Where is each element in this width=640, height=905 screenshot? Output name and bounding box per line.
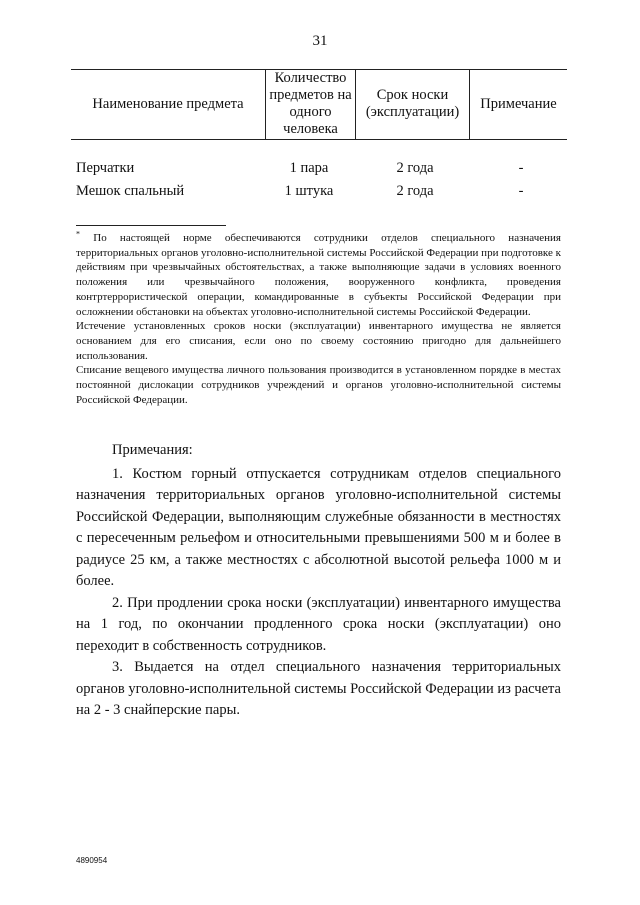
cell-note: - xyxy=(518,183,524,199)
cell-note: - xyxy=(518,160,524,176)
footnote-rule xyxy=(76,225,226,226)
note-item: 3. Выдается на отдел специального назначения территориальных органов уголовно-исполнительной системы Российской Федерации из расчета на 2 - 3 снайперские пары. xyxy=(76,659,561,718)
notes-section xyxy=(76,440,561,722)
table-header-note: Примечание xyxy=(480,95,557,112)
notes-title: Примечания: xyxy=(112,442,193,458)
footnote-paragraph: Списание вещевого имущества личного пользования производится в установленном порядке в местах постоянной дислокации сотрудников учреждений и органов уголовно-исполнительной системы Российской Федерации. xyxy=(76,364,561,406)
note-item: 2. При продлении срока носки (эксплуатации) инвентарного имущества на 1 год, по окончании продленного срока носки (эксплуатации) оно переходит в собственность сотрудников. xyxy=(76,594,561,654)
cell-quantity: 1 пара xyxy=(289,160,329,176)
cell-quantity: 1 штука xyxy=(284,183,334,199)
footnote-paragraph: * По настоящей норме обеспечиваются сотрудники отделов специального назначения территориальных органов уголовно-исполнительной системы Российской Федерации при подготовке к действиям при чрезвычайных обстоятельствах, а также выполняющие задачи в условиях военного положения или чрезвычайного положения, вооруженного конфликта, проведения контртеррористической операции, командированные в субъекты Российской Федерации при осложнении обстановки на объектах уголовно-исполнительной системы Российской Федерации. xyxy=(76,229,561,318)
table-row xyxy=(71,181,567,201)
footnote-marker: * xyxy=(76,229,80,239)
table-header-rule xyxy=(71,139,567,140)
table-row xyxy=(71,158,567,178)
table-header-term: Срок носки (эксплуатации) xyxy=(365,87,460,120)
note-item: 1. Костюм горный отпускается сотрудникам отделов специального назначения территориальных органов уголовно-исполнительной системы Российской Федерации, выполняющим служебные обязанности в местностях с пересеченным рельефом и относительными превышениями 500 м и более в радиусе 25 км, а также местностях с абсолютной высотой рельефа 1000 м и более. xyxy=(76,465,561,589)
footnote xyxy=(76,231,561,407)
cell-term: 2 года xyxy=(396,160,434,176)
cell-term: 2 года xyxy=(396,183,434,199)
cell-item-name: Перчатки xyxy=(76,160,135,176)
table-header-name: Наименование предмета xyxy=(92,95,244,112)
table-header-quantity: Количество предметов на одного человека xyxy=(269,70,352,137)
cell-item-name: Мешок спальный xyxy=(76,183,185,199)
document-code: 4890954 xyxy=(76,856,108,865)
footnote-paragraph: Истечение установленных сроков носки (эксплуатации) инвентарного имущества не является основанием для его списания, если оно по своему состоянию пригодно для дальнейшего использования. xyxy=(76,320,561,362)
page-number: 31 xyxy=(312,33,328,49)
